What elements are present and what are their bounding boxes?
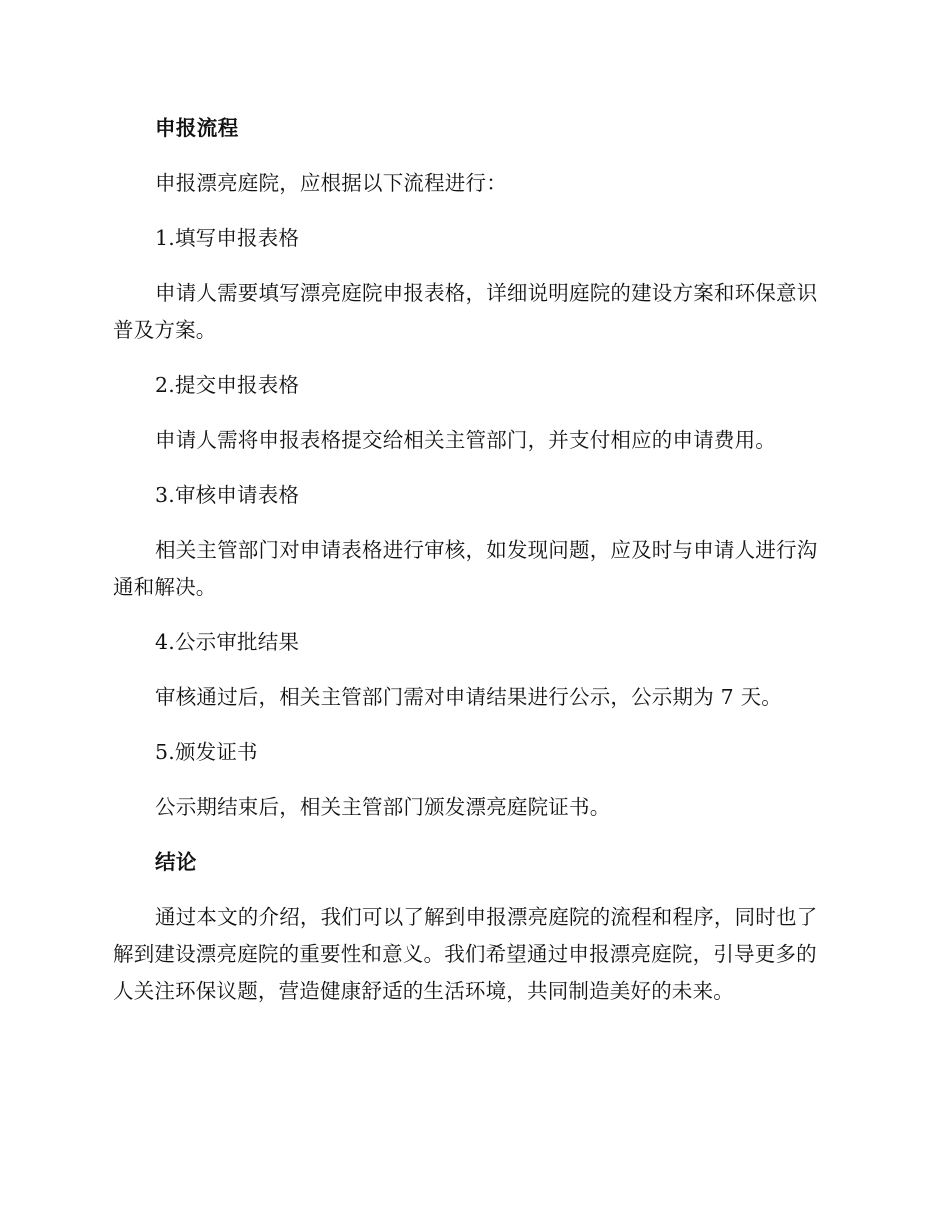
step-2-description: 申请人需将申报表格提交给相关主管部门，并支付相应的申请费用。 (155, 428, 776, 452)
step-4-title: 4.公示审批结果 (155, 630, 300, 654)
step-3-title: 3.审核申请表格 (155, 483, 300, 507)
section-heading-conclusion: 结论 (155, 850, 197, 874)
step-5-title: 5.颁发证书 (155, 740, 258, 764)
step-2-title: 2.提交申报表格 (155, 373, 300, 397)
document-page (113, 110, 831, 1028)
step-3-description: 相关主管部门对申请表格进行审核，如发现问题，应及时与申请人进行沟通和解决。 (113, 538, 818, 599)
step-1-description: 申请人需要填写漂亮庭院申报表格，详细说明庭院的建设方案和环保意识普及方案。 (113, 281, 818, 342)
intro-paragraph: 申报漂亮庭院，应根据以下流程进行： (155, 171, 507, 195)
conclusion-paragraph: 通过本文的介绍，我们可以了解到申报漂亮庭院的流程和程序，同时也了解到建设漂亮庭院的重要性和意义。我们希望通过申报漂亮庭院，引导更多的人关注环保议题，营造健康舒适的生活环境，共同制造美好的未来。 (113, 905, 818, 1003)
step-1-title: 1.填写申报表格 (155, 226, 300, 250)
step-5-description: 公示期结束后，相关主管部门颁发漂亮庭院证书。 (155, 795, 611, 819)
step-4-description: 审核通过后，相关主管部门需对申请结果进行公示，公示期为 7 天。 (155, 685, 782, 709)
section-heading-process: 申报流程 (155, 116, 239, 140)
